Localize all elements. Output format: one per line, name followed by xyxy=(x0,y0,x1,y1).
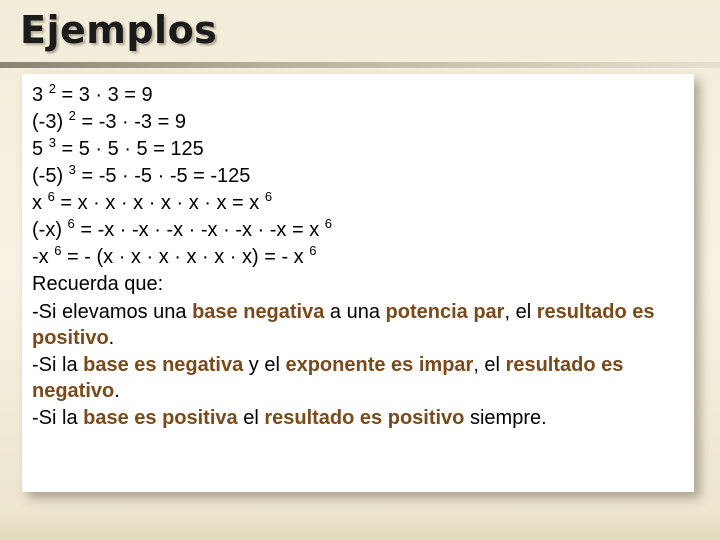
example-exponent: 6 xyxy=(67,216,75,231)
reminder-heading: Recuerda que: xyxy=(32,273,164,295)
example-expansion: = x · x · x · x · x · x = x xyxy=(60,192,260,214)
rule-highlight: resultado es positivo xyxy=(264,407,465,429)
example-exponent: 2 xyxy=(68,108,76,123)
example-line-2 xyxy=(32,109,688,136)
example-line-7 xyxy=(32,244,688,271)
rule-text: y el xyxy=(243,354,286,376)
example-line-3 xyxy=(32,136,688,163)
example-expansion: = -x · -x · -x · -x · -x · -x = x xyxy=(80,219,320,241)
rule-text: -Si la xyxy=(32,354,84,376)
rule-highlight: resultado es negativo xyxy=(32,354,624,402)
rule-text: a una xyxy=(324,301,386,323)
example-base: 3 xyxy=(32,84,44,106)
example-expansion: = - (x · x · x · x · x · x) = - x xyxy=(67,246,304,268)
example-exponent: 2 xyxy=(48,81,56,96)
rule-highlight: base es positiva xyxy=(83,407,238,429)
rule-paragraph-2 xyxy=(32,352,688,404)
rule-paragraph-3 xyxy=(32,405,688,431)
example-base: x xyxy=(32,192,42,214)
example-expansion: = -3 · -3 = 9 xyxy=(81,111,186,133)
rule-highlight: potencia par xyxy=(385,301,505,323)
rule-text: siempre. xyxy=(464,407,547,429)
example-expansion: = 3 · 3 = 9 xyxy=(61,84,153,106)
example-expansion: = -5 · -5 · -5 = -125 xyxy=(81,165,251,187)
example-base: (-3) xyxy=(32,111,64,133)
rule-highlight: base negativa xyxy=(192,301,325,323)
example-result-exponent: 6 xyxy=(309,243,317,258)
example-line-4 xyxy=(32,163,688,190)
example-line-1 xyxy=(32,82,688,109)
content-lines xyxy=(32,82,688,431)
rule-text: -Si la xyxy=(32,407,84,429)
example-exponent: 3 xyxy=(48,135,56,150)
example-exponent: 6 xyxy=(47,189,55,204)
example-base: -x xyxy=(32,246,49,268)
rule-paragraph-1 xyxy=(32,299,688,351)
rule-text: . xyxy=(108,327,115,349)
rule-text: el xyxy=(237,407,265,429)
example-line-5 xyxy=(32,190,688,217)
example-exponent: 3 xyxy=(68,162,76,177)
rule-highlight: base es negativa xyxy=(83,354,244,376)
example-expansion: = 5 · 5 · 5 = 125 xyxy=(61,138,204,160)
rule-text: , el xyxy=(473,354,506,376)
example-base: 5 xyxy=(32,138,44,160)
example-result-exponent: 6 xyxy=(264,189,273,204)
bottom-decoration xyxy=(0,514,720,540)
rule-highlight: exponente es impar xyxy=(285,354,474,376)
example-exponent: 6 xyxy=(54,243,62,258)
rule-text: , el xyxy=(504,301,537,323)
example-base: (-x) xyxy=(32,219,62,241)
example-result-exponent: 6 xyxy=(324,216,332,231)
rule-highlight: resultado es positivo xyxy=(32,301,655,349)
rule-text: -Si elevamos una xyxy=(32,301,193,323)
slide-title: Ejemplos xyxy=(20,8,218,52)
example-line-6 xyxy=(32,217,688,244)
title-divider xyxy=(0,62,720,68)
rule-text: . xyxy=(114,380,120,402)
example-base: (-5) xyxy=(32,165,64,187)
content-box xyxy=(22,74,694,492)
